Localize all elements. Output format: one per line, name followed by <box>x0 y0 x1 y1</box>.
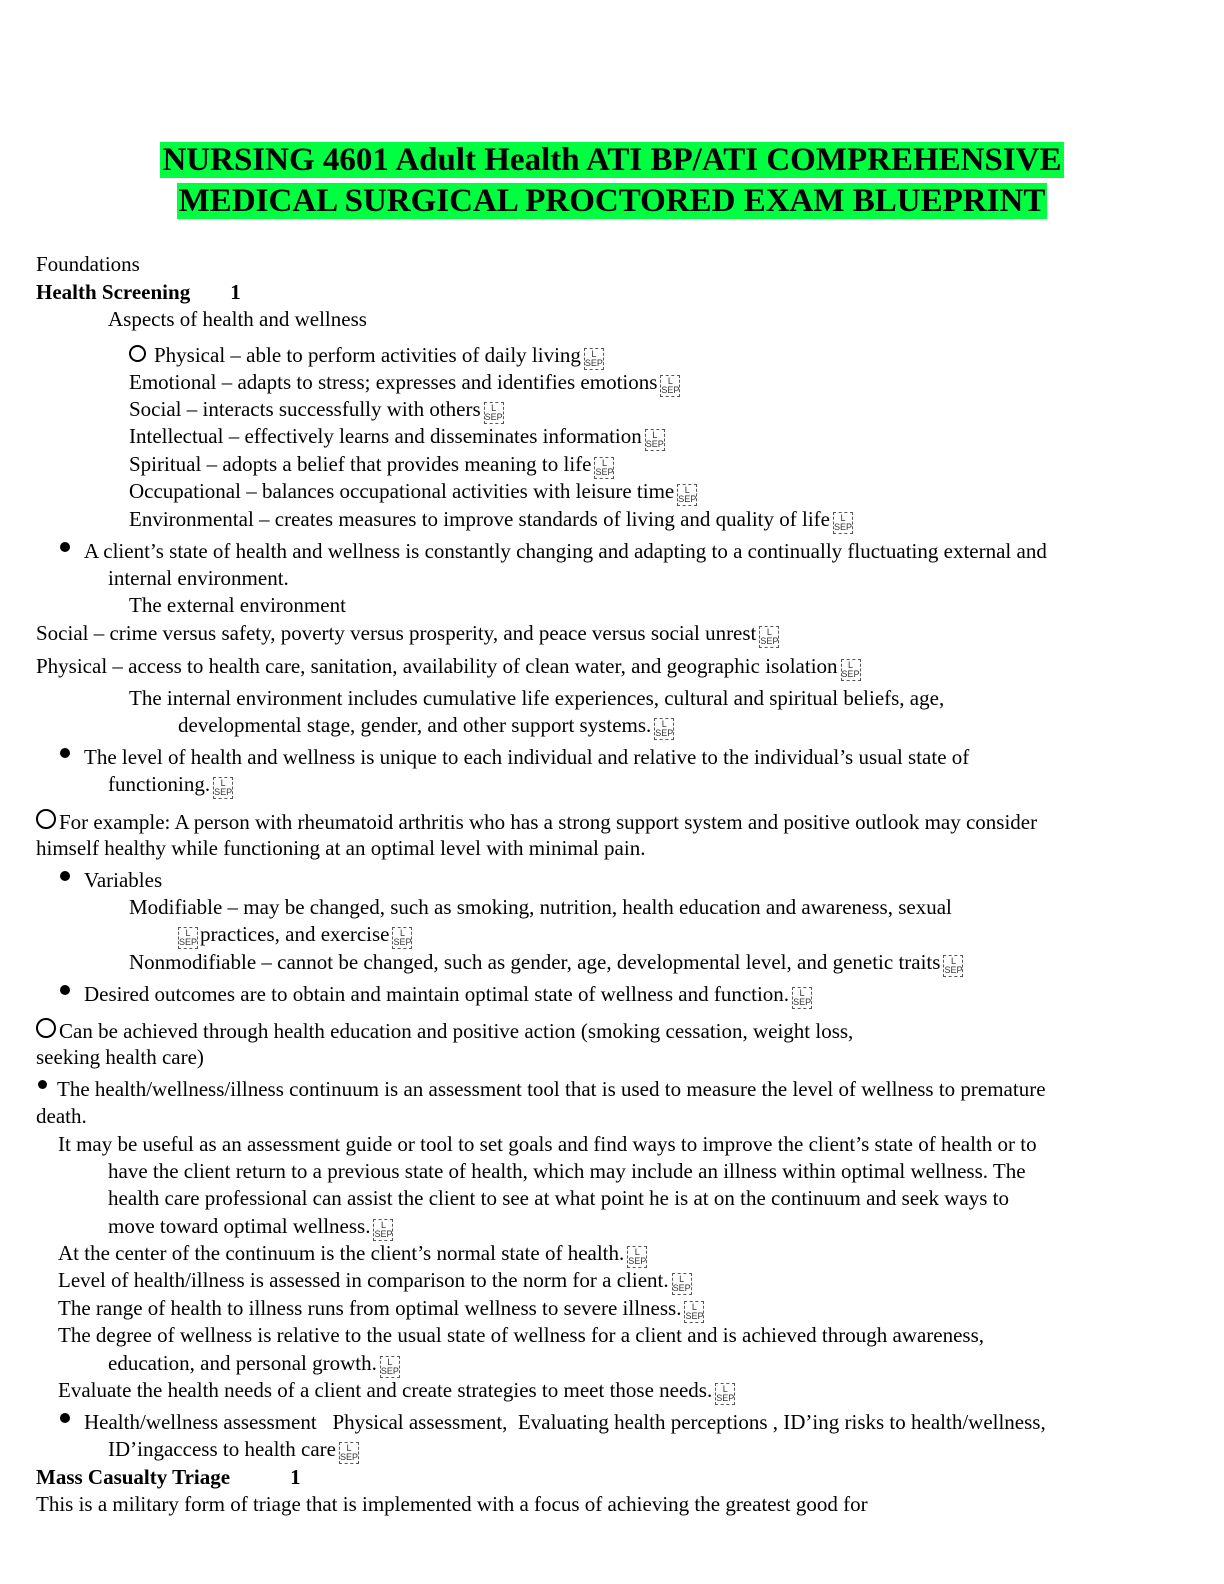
text-line: Physical – access to health care, sanitation, availability of clean water, and geographic isolation L SEP <box>36 654 860 679</box>
bullet-text-continued: ID’ingaccess to health care L SEP <box>108 1437 358 1462</box>
bullet-icon <box>60 542 70 552</box>
sep-icon: L SEP <box>685 1302 704 1321</box>
sep-icon: L SEP <box>661 376 680 395</box>
text-line: education, and personal growth. L SEP <box>108 1351 399 1376</box>
sep-icon: L SEP <box>793 988 812 1007</box>
bullet-text: A client’s state of health and wellness is constantly changing and adapting to a continually fluctuating external and <box>84 539 1047 563</box>
list-item: Emotional – adapts to stress; expresses and identifies emotions L SEP <box>129 370 680 395</box>
bullet-text: The level of health and wellness is unique to each individual and relative to the individual’s usual state of <box>84 745 970 769</box>
list-item: Intellectual – effectively learns and disseminates information L SEP <box>129 424 664 449</box>
list-item: Spiritual – adopts a belief that provides meaning to life L SEP <box>129 452 614 477</box>
sep-icon: L SEP <box>179 928 198 947</box>
text-line: move toward optimal wellness. L SEP <box>108 1214 393 1239</box>
sep-icon: L SEP <box>380 1357 399 1376</box>
sep-icon: L SEP <box>214 778 233 797</box>
text-line: The degree of wellness is relative to the usual state of wellness for a client and is achieved through awareness, <box>58 1323 985 1347</box>
bullet-text-continued: functioning. L SEP <box>108 772 233 797</box>
list-item: Social – interacts successfully with others L SEP <box>129 397 503 422</box>
bullet-icon <box>60 871 70 881</box>
section-heading-foundations: Foundations <box>36 252 140 276</box>
sep-icon: L SEP <box>584 349 603 368</box>
bullet-icon <box>38 1080 47 1089</box>
bullet-icon <box>60 1413 70 1423</box>
text-line: Level of health/illness is assessed in comparison to the norm for a client. L SEP <box>58 1268 691 1293</box>
hollow-circle-bullet-icon <box>36 1018 56 1038</box>
text-line: seeking health care) <box>36 1045 204 1069</box>
text-line: It may be useful as an assessment guide or tool to set goals and find ways to improve the client’s state of health or to <box>58 1132 1037 1156</box>
sep-icon: L SEP <box>716 1384 735 1403</box>
bullet-icon <box>60 985 70 995</box>
sep-icon: L SEP <box>944 956 963 975</box>
bullet-icon <box>60 748 70 758</box>
text-line: L SEP practices, and exercise L SEP <box>179 922 412 947</box>
text-line: Aspects of health and wellness <box>108 307 367 331</box>
text-line: health care professional can assist the client to see at what point he is at on the continuum and seek ways to <box>108 1186 1009 1210</box>
heading-mass-casualty-triage: Mass Casualty Triage 1 <box>36 1465 301 1489</box>
sep-icon: L SEP <box>339 1443 358 1462</box>
sep-icon: L SEP <box>628 1247 647 1266</box>
text-line: Can be achieved through health education and positive action (smoking cessation, weight loss, <box>36 1018 853 1043</box>
document-title <box>0 140 1224 222</box>
sep-icon: L SEP <box>374 1220 393 1239</box>
bullet-text: Health/wellness assessment Physical assessment, Evaluating health perceptions , ID’ing risks to health/wellness, <box>84 1410 1046 1434</box>
title-line-1: NURSING 4601 Adult Health ATI BP/ATI COMPREHENSIVE <box>162 142 1062 178</box>
hollow-circle-bullet-icon <box>36 809 56 829</box>
heading-health-screening: Health Screening 1 <box>36 280 241 304</box>
bullet-text: Variables <box>84 868 163 892</box>
bullet-text-continued: death. <box>36 1104 87 1128</box>
bullet-text: Desired outcomes are to obtain and maintain optimal state of wellness and function. L SEP <box>84 982 812 1007</box>
list-item: Environmental – creates measures to improve standards of living and quality of life L SEP <box>129 507 852 532</box>
hollow-circle-bullet-icon <box>129 345 146 362</box>
text-line: The external environment <box>129 593 346 617</box>
list-item: Physical – able to perform activities of daily living L SEP <box>129 343 604 370</box>
sep-icon: L SEP <box>595 458 614 477</box>
text-line: The range of health to illness runs from optimal wellness to severe illness. L SEP <box>58 1296 704 1321</box>
sep-icon: L SEP <box>393 928 412 947</box>
sep-icon: L SEP <box>678 485 697 504</box>
sep-icon: L SEP <box>841 660 860 679</box>
text-line: At the center of the continuum is the client’s normal state of health. L SEP <box>58 1241 647 1266</box>
sep-icon: L SEP <box>760 627 779 646</box>
bullet-text: The health/wellness/illness continuum is an assessment tool that is used to measure the level of wellness to premature <box>57 1077 1046 1101</box>
text-line: The internal environment includes cumulative life experiences, cultural and spiritual beliefs, age, <box>129 686 945 710</box>
text-line: Nonmodifiable – cannot be changed, such as gender, age, developmental level, and genetic traits L SEP <box>129 950 963 975</box>
text-line: have the client return to a previous state of health, which may include an illness within optimal wellness. The <box>108 1159 1026 1183</box>
text-line: This is a military form of triage that is implemented with a focus of achieving the greatest good for <box>36 1492 868 1516</box>
text-line: Social – crime versus safety, poverty versus prosperity, and peace versus social unrest L SEP <box>36 621 779 646</box>
bullet-text-continued: internal environment. <box>108 566 289 590</box>
sep-icon: L SEP <box>655 719 674 738</box>
sep-icon: L SEP <box>833 513 852 532</box>
text-line: developmental stage, gender, and other support systems. L SEP <box>178 713 674 738</box>
text-line: himself healthy while functioning at an optimal level with minimal pain. <box>36 836 646 860</box>
text-line: Evaluate the health needs of a client and create strategies to meet those needs. L SEP <box>58 1378 735 1403</box>
text-line: For example: A person with rheumatoid arthritis who has a strong support system and positive outlook may consider <box>36 809 1037 834</box>
title-line-2: MEDICAL SURGICAL PROCTORED EXAM BLUEPRINT <box>178 183 1046 219</box>
sep-icon: L SEP <box>645 430 664 449</box>
list-item: Occupational – balances occupational activities with leisure time L SEP <box>129 479 697 504</box>
text-line: Modifiable – may be changed, such as smoking, nutrition, health education and awareness, sexual <box>129 895 952 919</box>
sep-icon: L SEP <box>484 403 503 422</box>
sep-icon: L SEP <box>672 1274 691 1293</box>
